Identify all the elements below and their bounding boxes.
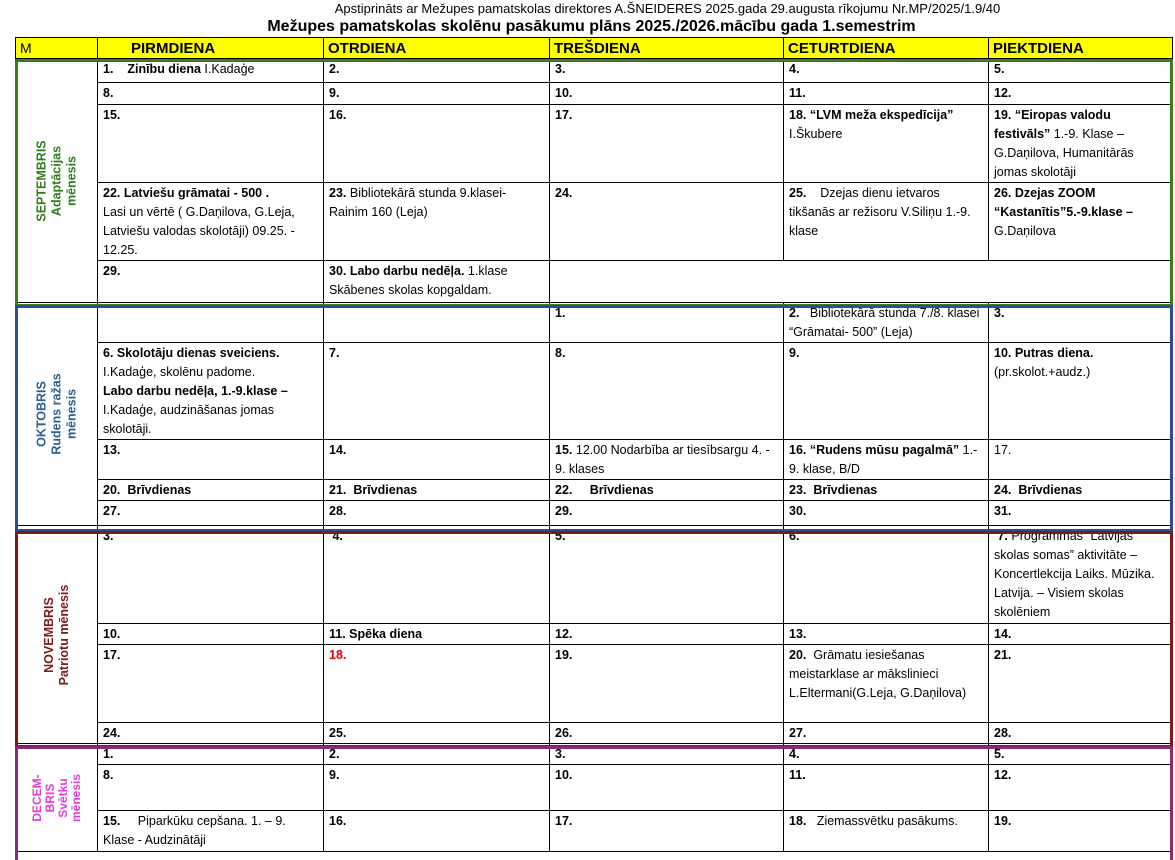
day-cell [784,440,989,480]
week-row [16,723,1173,744]
day-number: 9. [329,86,340,100]
day-number: 19. [994,814,1012,828]
week-row [16,83,1173,105]
day-cell [989,83,1173,105]
event-title: 11. Spēka diena [329,627,423,641]
event-details: Bibliotekārā stunda 9.klasei- Rainim 160 (Leja) [329,186,507,219]
day-cell [989,183,1173,261]
week-row [16,183,1173,261]
event-details: 12.00 Nodarbība ar tiesībsargu 4. - 9. klases [555,443,770,476]
day-cell [324,501,550,526]
day-cell [324,526,550,624]
day-number: 8. [103,86,114,100]
day-cell [989,480,1173,501]
day-cell [98,480,324,501]
month-november-label [16,526,98,744]
event-title: 22. Latviešu grāmatai - 500 . [103,186,270,200]
day-cell [989,303,1173,343]
month-october-label [16,303,98,526]
day-cell [324,261,550,303]
month-december-label [16,744,98,852]
day-number: 5. [994,62,1005,76]
day-number: 16. [329,814,347,828]
day-number: 16. [329,108,347,122]
day-cell [98,183,324,261]
day-number: 18. [329,648,347,662]
day-cell [989,526,1173,624]
event-details: Ziemassvētku pasākums. [806,814,958,828]
day-cell [784,343,989,440]
week-row [16,765,1173,811]
day-cell [550,811,784,852]
day-cell [550,59,784,83]
day-number: 17. [555,814,573,828]
month-theme: Patriotu mēnesis [56,584,71,685]
day-number: 29. [555,504,573,518]
weekday-wednesday: TREŠDIENA [550,38,784,59]
day-number: 26. [555,726,573,740]
day-number: 15. [103,814,121,828]
event-details-2: I.Kadaģe, audzināšanas jomas skolotāji. [103,403,274,436]
week-row [16,744,1173,765]
day-number: 15. [103,108,121,122]
day-cell [324,765,550,811]
day-cell [784,83,989,105]
weekday-tuesday: OTRDIENA [324,38,550,59]
month-theme-line2: mēnesis [68,773,83,822]
day-cell [324,645,550,723]
day-number: 12. [555,627,573,641]
day-cell [550,343,784,440]
event-details: Programmas “Latvijas skolas somas” aktivitāte – Koncertlekcija Laiks. Mūzika. Latvija. – Visiem skolas skolēniem [994,529,1155,619]
weekday-header-row [16,38,1173,59]
day-cell [784,723,989,744]
week-row [16,440,1173,480]
day-number: 21. [994,648,1012,662]
event-title: 30. Labo darbu nedēļa. [329,264,465,278]
day-cell [550,765,784,811]
holiday-label: 20. Brīvdienas [103,483,192,497]
day-number: 12. [994,86,1012,100]
month-name: SEPTEMBRIS [34,139,48,222]
day-cell [324,480,550,501]
day-cell [324,440,550,480]
day-cell [98,343,324,440]
day-cell [989,501,1173,526]
plan-title: Mežupes pamatskolas skolēnu pasākumu plāns 2025./2026.mācību gada 1.semestrim [267,18,916,35]
day-number: 1. [555,306,566,320]
event-details: Grāmatu iesiešanas meistarklase ar mākslinieci L.Eltermani(G.Leja, G.Daņilova) [789,648,967,700]
holiday-label: 21. Brīvdienas [329,483,418,497]
month-name: OKTOBRIS [34,381,48,447]
month-theme: Adaptācijas [49,145,63,216]
week-row [16,261,1173,303]
day-cell [98,261,324,303]
day-cell [324,624,550,645]
holiday-label: 24. Brīvdienas [994,483,1083,497]
day-number: 28. [994,726,1012,740]
event-title-2: Labo darbu nedēļa, 1.-9.klase – [103,384,288,398]
weekday-monday: PIRMDIENA [98,38,324,59]
day-cell [989,343,1173,440]
week-row [16,645,1173,723]
day-cell [989,105,1173,183]
day-number: 15. [555,443,573,457]
day-number: 25. [329,726,347,740]
approval-line: Apstiprināts ar Mežupes pamatskolas direktores A.ŠNEIDERES 2025.gada 29.augusta rīkojumu Nr.MP/2025/1.9/40 [334,1,1001,16]
day-number: 17. [103,648,121,662]
day-cell [550,303,784,343]
day-cell [784,526,989,624]
day-number: 7. [329,346,340,360]
day-number: 18. [789,814,807,828]
weekday-friday: PIEKTDIENA [989,38,1173,59]
day-cell [989,624,1173,645]
day-cell [324,105,550,183]
day-cell [784,765,989,811]
day-cell [989,645,1173,723]
week-row [16,480,1173,501]
day-cell [550,501,784,526]
empty-cell [324,303,550,343]
day-cell [784,744,989,765]
day-cell [98,105,324,183]
day-cell [550,183,784,261]
month-theme-line2: mēnesis [64,155,78,206]
empty-cell [550,261,1173,303]
day-cell [989,723,1173,744]
day-cell [784,645,989,723]
day-number: 2. [329,62,340,76]
day-number: 10. [555,768,573,782]
day-cell [784,624,989,645]
week-row [16,526,1173,624]
day-number: 1. [103,62,114,76]
day-number: 17. [555,108,573,122]
event-title: 19. “Eiropas valodu festivāls” [994,108,1111,141]
day-number: 2. [789,306,800,320]
month-theme-line2: mēnesis [64,388,78,440]
day-number: 31. [994,504,1012,518]
day-cell [98,59,324,83]
week-row [16,811,1173,852]
day-cell [98,440,324,480]
day-number: 9. [329,768,340,782]
week-row [16,343,1173,440]
weekday-thursday: CETURTDIENA [784,38,989,59]
day-cell [98,744,324,765]
day-number: 27. [103,504,121,518]
week-row [16,303,1173,343]
day-cell [98,645,324,723]
day-cell [98,526,324,624]
week-row [16,59,1173,83]
day-number: 25. [789,186,807,200]
day-number: 3. [994,306,1005,320]
day-number: 3. [555,62,566,76]
event-details: 1.-9. Klase – G.Daņilova, Humanitārās jomas skolotāji [994,127,1134,179]
day-number: 10. [555,86,573,100]
holiday-label: 23. Brīvdienas [789,483,878,497]
month-september-label [16,59,98,303]
month-column-header: M [16,38,98,59]
event-details: (pr.skolot.+audz.) [994,365,1091,379]
day-cell [989,765,1173,811]
day-number: 4. [329,529,343,543]
day-cell [98,83,324,105]
day-number: 4. [789,747,800,761]
event-details: Lasi un vērtē ( G.Daņilova, G.Leja, Latviešu valodas skolotāji) 09.25. - 12.25. [103,205,295,257]
day-cell [324,723,550,744]
day-cell [98,811,324,852]
month-theme: Rudens ražas [49,373,63,455]
event-title: 16. “Rudens mūsu pagalmā” [789,443,960,457]
month-name-line2: BRIS [42,783,57,812]
day-number: 28. [329,504,347,518]
day-cell [550,645,784,723]
day-cell [550,526,784,624]
day-number: 19. [555,648,573,662]
day-cell [550,744,784,765]
day-cell [98,723,324,744]
day-number: 8. [103,768,114,782]
week-row [16,501,1173,526]
event-details: 1.- 9. klase, B/D [789,443,978,476]
day-cell [784,811,989,852]
week-row [16,105,1173,183]
month-name: DECEM- [29,773,44,822]
empty-cell [98,303,324,343]
day-number: 29. [103,264,121,278]
day-cell [550,83,784,105]
events-calendar-table [15,37,1173,852]
event-details: I.Kadaģe [200,62,255,76]
day-number: 13. [103,443,121,457]
day-number: 12. [994,768,1012,782]
event-title: 26. Dzejas ZOOM “Kastanītis”5.-9.klase – [994,186,1133,219]
day-number: 13. [789,627,807,641]
day-cell [550,105,784,183]
month-name: NOVEMBRIS [41,596,56,673]
day-cell [550,624,784,645]
day-cell [989,811,1173,852]
event-title: 6. Skolotāju dienas sveiciens. [103,346,280,360]
day-cell [784,59,989,83]
event-details: Dzejas dienu ietvaros tikšanās ar režisoru V.Siliņu 1.-9. klase [789,186,975,238]
day-number: 9. [789,346,800,360]
day-cell [784,105,989,183]
day-cell [989,440,1173,480]
day-number: 11. [789,768,806,782]
day-cell [550,480,784,501]
day-cell [98,765,324,811]
day-number: 11. [789,86,806,100]
event-details: G.Daņilova [994,224,1056,238]
day-number: 14. [994,627,1012,641]
day-number: 8. [555,346,566,360]
day-number: 3. [555,747,566,761]
day-cell [550,440,784,480]
day-number: 27. [789,726,807,740]
day-cell [324,59,550,83]
month-theme: Svētku [55,777,70,818]
day-cell [324,83,550,105]
week-row [16,624,1173,645]
day-cell [324,183,550,261]
day-number: 20. [789,648,807,662]
day-cell [324,744,550,765]
day-cell [784,303,989,343]
event-details: Piparkūku cepšana. 1. – 9. Klase - Audzinātāji [103,814,290,847]
day-number: 14. [329,443,347,457]
event-details: I.Škubere [789,127,843,141]
day-number: 3. [103,529,114,543]
event-title: 18. “LVM meža ekspedīcija” [789,108,954,122]
day-number: 5. [555,529,566,543]
day-cell [324,343,550,440]
day-number: 24. [555,186,573,200]
day-number: 5. [994,747,1005,761]
day-number: 7. [994,529,1008,543]
day-number: 4. [789,62,800,76]
day-cell [550,723,784,744]
event-details: 1.klase Skābenes skolas kopgaldam. [329,264,508,297]
day-number: 2. [329,747,340,761]
day-cell [784,480,989,501]
day-cell [784,501,989,526]
day-number: 17. [994,443,1012,457]
day-cell [324,811,550,852]
day-number: 30. [789,504,807,518]
day-cell [989,744,1173,765]
day-number: 6. [789,529,800,543]
day-number: 10. [103,627,121,641]
day-cell [989,59,1173,83]
day-cell [98,501,324,526]
day-cell [784,183,989,261]
day-number: 23. [329,186,347,200]
day-number: 1. [103,747,114,761]
day-cell [98,624,324,645]
event-title: Zinību diena [127,62,201,76]
event-details: I.Kadaģe, skolēnu padome. [103,365,256,379]
event-details: Bibliotekārā stunda 7./8. klasei “Grāmatai- 500” (Leja) [789,306,983,339]
holiday-label: 22. Brīvdienas [555,483,654,497]
event-title: 10. Putras diena. [994,346,1094,360]
day-number: 24. [103,726,121,740]
